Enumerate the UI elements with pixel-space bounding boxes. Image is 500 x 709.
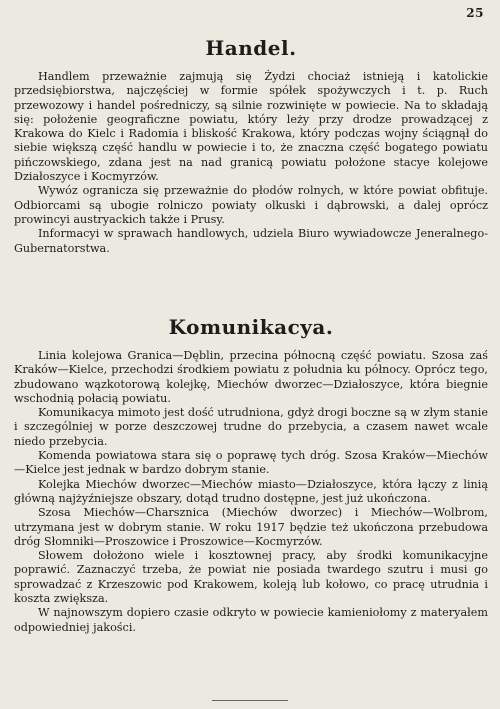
- section-title-komunikacya: Komunikacya.: [168, 315, 334, 339]
- section-komunikacya: [14, 314, 488, 635]
- paragraph: Komunikacya mimoto jest dość utrudniona, gdyż drogi boczne są w złym stanie i szczególniej w porze deszczowej trudne do przebycia, a czasem nawet wcale niedo przebycia.: [14, 406, 488, 448]
- paragraph: Kolejka Miechów dworzec—Miechów miasto—Działoszyce, która łączy z linią główną najżyźniejsze obszary, dotąd trudno dostępne, jest już ukończona.: [14, 477, 488, 505]
- paragraph: Informacyi w sprawach handlowych, udziela Biuro wywiadowcze Jeneralnego-Gubernatorstwa.: [14, 227, 488, 255]
- bottom-divider: [212, 700, 288, 701]
- paragraph: Słowem dołożono wiele i kosztownej pracy, aby środki komunikacyjne poprawić. Zaznaczyć trzeba, że powiat nie posiada twardego szutru i musi go sprowadzać z Krzeszowic pod Krakowem, koleją lub kołowo, co pracę utrudnia i koszta zwiększa.: [14, 549, 488, 606]
- section-handel: [14, 35, 488, 256]
- paragraph: Komenda powiatowa stara się o poprawę tych dróg. Szosa Kraków—Miechów—Kielce jest jednak w bardzo dobrym stanie.: [14, 449, 488, 477]
- paragraph: Szosa Miechów—Charsznica (Miechów dworzec) i Miechów—Wolbrom, utrzymana jest w dobrym stanie. W roku 1917 będzie też ukończona przebudowa dróg Słomniki—Proszowice i Proszowice—Kocmyrzów.: [14, 506, 488, 548]
- paragraph: Handlem przeważnie zajmują się Żydzi chociaż istnieją i katolickie przedsiębiorstwa, najczęściej w formie spółek spożywczych i t. p. Ruch przewozowy i handel pośredniczy, są silnie rozwinięte w powiecie. Na to składają się: położenie geograficzne powiatu, który leży przy drodze prowadzącej z Krakowa do Kielc i Radomia i bliskość Krakowa, który podczas wojny ściągnął do siebie większą część handlu w powiecie i to, że znaczna część bogatego powiatu pińczowskiego, zdana jest na nad granicą powiatu położone stacye kolejowe Działoszyce i Kocmyrzów.: [14, 70, 488, 184]
- paragraph: W najnowszym dopiero czasie odkryto w powiecie kamieniołomy z materyałem odpowiedniej jakości.: [14, 606, 488, 634]
- paragraph: Wywóz ogranicza się przeważnie do płodów rolnych, w które powiat obfituje. Odbiorcami są ubogie rolniczo powiaty olkuski i dąbrowski, a dalej oprócz prowincyi austryackich także i Prusy.: [14, 184, 488, 226]
- paragraph: Linia kolejowa Granica—Dęblin, przecina północną część powiatu. Szosa zaś Kraków—Kielce, przechodzi środkiem powiatu z południa ku północy. Oprócz tego, zbudowano wązkotorową kolejkę, Miechów dworzec—Działoszyce, która biegnie wschodnią połacią powiatu.: [14, 349, 488, 405]
- section-title-handel: Handel.: [205, 36, 297, 60]
- page-number: 25: [466, 6, 484, 20]
